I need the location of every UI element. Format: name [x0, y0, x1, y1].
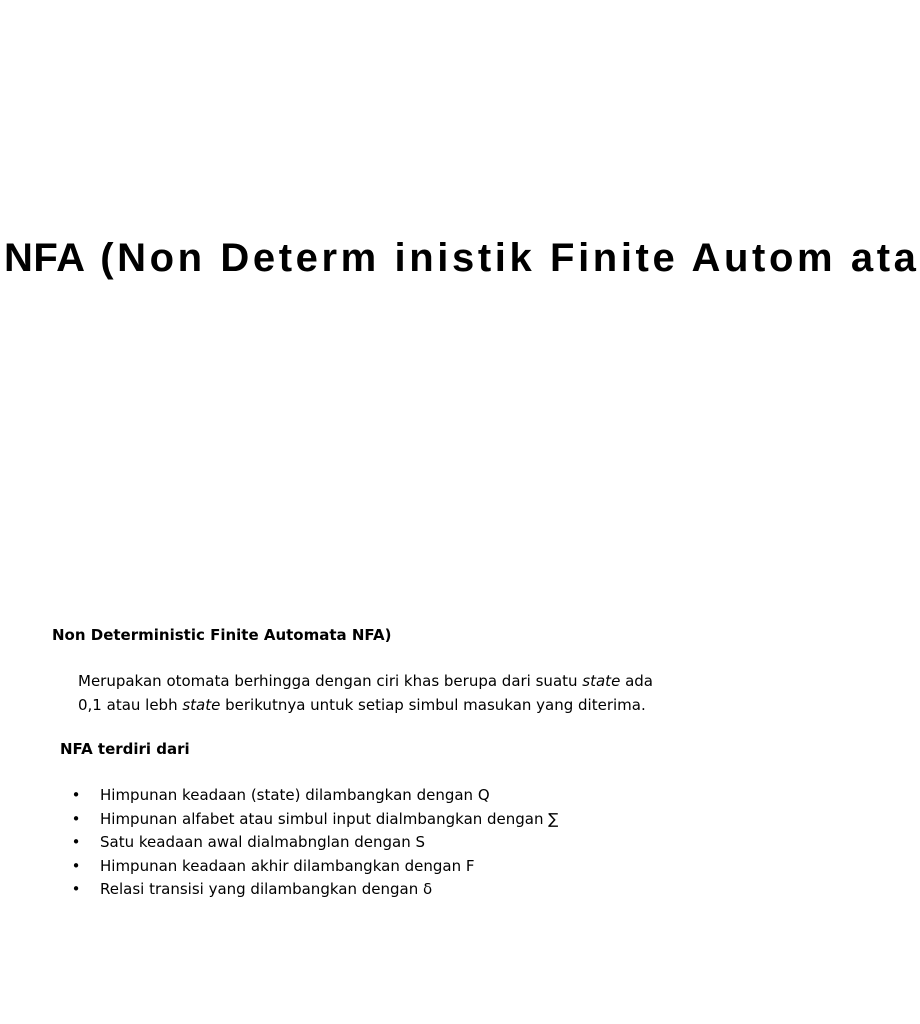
list-item-text: Relasi transisi yang dilambangkan dengan δ — [100, 880, 433, 898]
bullet-icon: • — [71, 856, 81, 875]
components-heading: NFA terdiri dari — [60, 740, 190, 758]
definition-line-1-italic: state — [582, 672, 621, 690]
definition-line-1-text: Merupakan otomata berhingga dengan ciri khas berupa dari suatu — [78, 672, 583, 690]
definition-line-2-italic: state — [182, 696, 221, 714]
definition-line-2-tail: berikutnya untuk setiap simbul masukan yang diterima. — [220, 696, 646, 714]
definition-line-2 — [78, 693, 718, 717]
bullet-icon: • — [71, 786, 81, 804]
list-item-text: Satu keadaan awal dialmabnglan dengan S — [100, 833, 426, 851]
bullet-icon: • — [71, 833, 81, 851]
slide-title-lead: NFA — [4, 235, 86, 280]
list-item-text: Himpunan keadaan (state) dilambangkan dengan Q — [100, 786, 490, 804]
slide-title-rest: (Non Determ inistik Finite Autom ata — [85, 235, 920, 280]
definition-line-1-tail: ada — [620, 672, 653, 690]
definition-paragraph — [78, 669, 718, 717]
definition-line-2-text: 0,1 atau lebh — [78, 696, 183, 714]
list-item-text: Himpunan alfabet atau simbul input dialmbangkan dengan ∑ — [100, 809, 559, 828]
bullet-icon: • — [71, 880, 81, 898]
definition-line-1 — [78, 669, 718, 693]
bullet-icon: • — [71, 809, 81, 828]
list-item-text: Himpunan keadaan akhir dilambangkan dengan F — [100, 856, 475, 875]
section-heading: Non Deterministic Finite Automata NFA) — [52, 626, 392, 644]
